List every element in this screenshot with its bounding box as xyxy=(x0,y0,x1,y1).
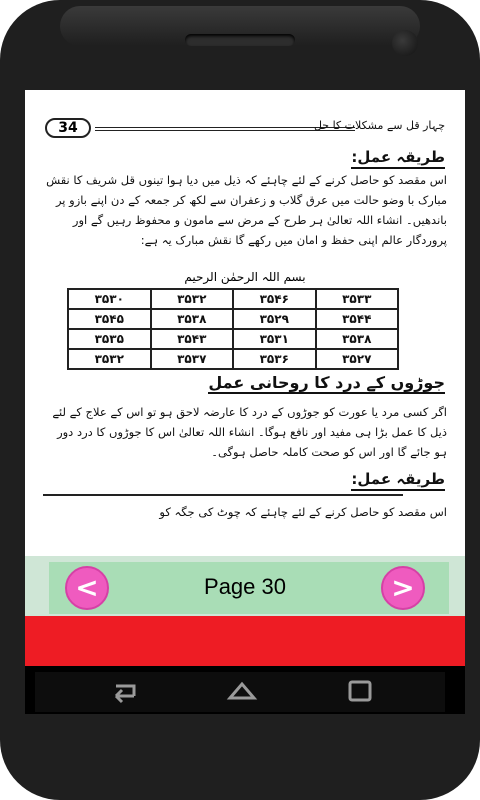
joint-pain-heading: جوڑوں کے درد کا روحانی عمل xyxy=(208,373,445,392)
front-camera xyxy=(392,30,418,56)
table-row xyxy=(68,329,398,349)
table-cell: ۳۵۳۶ xyxy=(233,349,316,369)
table-cell: ۳۵۳۷ xyxy=(151,349,234,369)
table-cell: ۳۵۲۹ xyxy=(233,309,316,329)
bismillah: بسم اللہ الرحمٰن الرحیم xyxy=(184,270,306,284)
table-cell: ۳۵۳۰ xyxy=(68,289,151,309)
home-icon[interactable] xyxy=(222,676,262,706)
method-heading: طریقہ عمل: xyxy=(351,148,445,169)
last-line: اس مقصد کو حاصل کرنے کے لئے چاہئے کہ چوٹ کی جگہ کو xyxy=(159,505,447,519)
table-cell: ۳۵۳۲ xyxy=(151,289,234,309)
header-title: چہار قل سے مشکلات کا حل xyxy=(313,119,445,132)
table-row xyxy=(68,349,398,369)
speaker-grille xyxy=(185,34,295,46)
table-cell: ۳۵۳۸ xyxy=(151,309,234,329)
ad-banner[interactable] xyxy=(25,616,465,666)
table-cell: ۳۵۳۲ xyxy=(68,349,151,369)
next-page-button[interactable] xyxy=(381,566,425,610)
page-header xyxy=(45,118,445,140)
page-number: 34 xyxy=(45,118,91,138)
table-cell: ۳۵۴۳ xyxy=(151,329,234,349)
book-page[interactable] xyxy=(25,90,465,556)
page-label: Page 30 xyxy=(204,574,286,599)
screen xyxy=(25,90,465,714)
recents-icon[interactable] xyxy=(340,676,380,706)
table-cell: ۳۵۳۸ xyxy=(316,329,399,349)
table-cell: ۳۵۳۳ xyxy=(316,289,399,309)
table-row xyxy=(68,289,398,309)
table-cell: ۳۵۴۴ xyxy=(316,309,399,329)
table-row xyxy=(68,309,398,329)
chevron-left-icon: < xyxy=(75,571,99,604)
divider xyxy=(43,494,403,496)
joint-pain-paragraph: اگر کسی مرد یا عورت کو جوڑوں کے درد کا عارضہ لاحق ہو تو اس کے علاج کے لئے ذیل کا عمل بڑا ہی مفید اور نافع ہوگا۔ انشاء اللہ تعالیٰ اس کا جوڑوں کا درد دور ہو جائے گا اور اس کو صحت کاملہ حاصل ہوگی۔ xyxy=(52,405,447,459)
table-cell: ۳۵۴۶ xyxy=(233,289,316,309)
back-icon[interactable] xyxy=(104,676,144,706)
chevron-right-icon: > xyxy=(391,571,415,604)
table-cell: ۳۵۲۷ xyxy=(316,349,399,369)
method-paragraph: اس مقصد کو حاصل کرنے کے لئے چاہئے کہ ذیل میں دیا ہوا تینوں قل شریف کا نقش مبارک با وضو حالت میں عرق گلاب و زعفران سے لکھ کر جمعہ کے دن اپنے بازو پر باندھیں۔ انشاء اللہ تعالیٰ ہر طرح کے مرض سے مامون و محفوظ رہیں گے اور پروردگار عالم اپنی حفظ و امان میں رکھے گا نقش مبارک یہ ہے: xyxy=(46,173,447,247)
table-cell: ۳۵۴۵ xyxy=(68,309,151,329)
table-cell: ۳۵۳۵ xyxy=(68,329,151,349)
method-heading-2: طریقہ عمل: xyxy=(351,470,445,491)
previous-page-button[interactable] xyxy=(65,566,109,610)
naqsh-table xyxy=(67,288,399,370)
table-cell: ۳۵۳۱ xyxy=(233,329,316,349)
